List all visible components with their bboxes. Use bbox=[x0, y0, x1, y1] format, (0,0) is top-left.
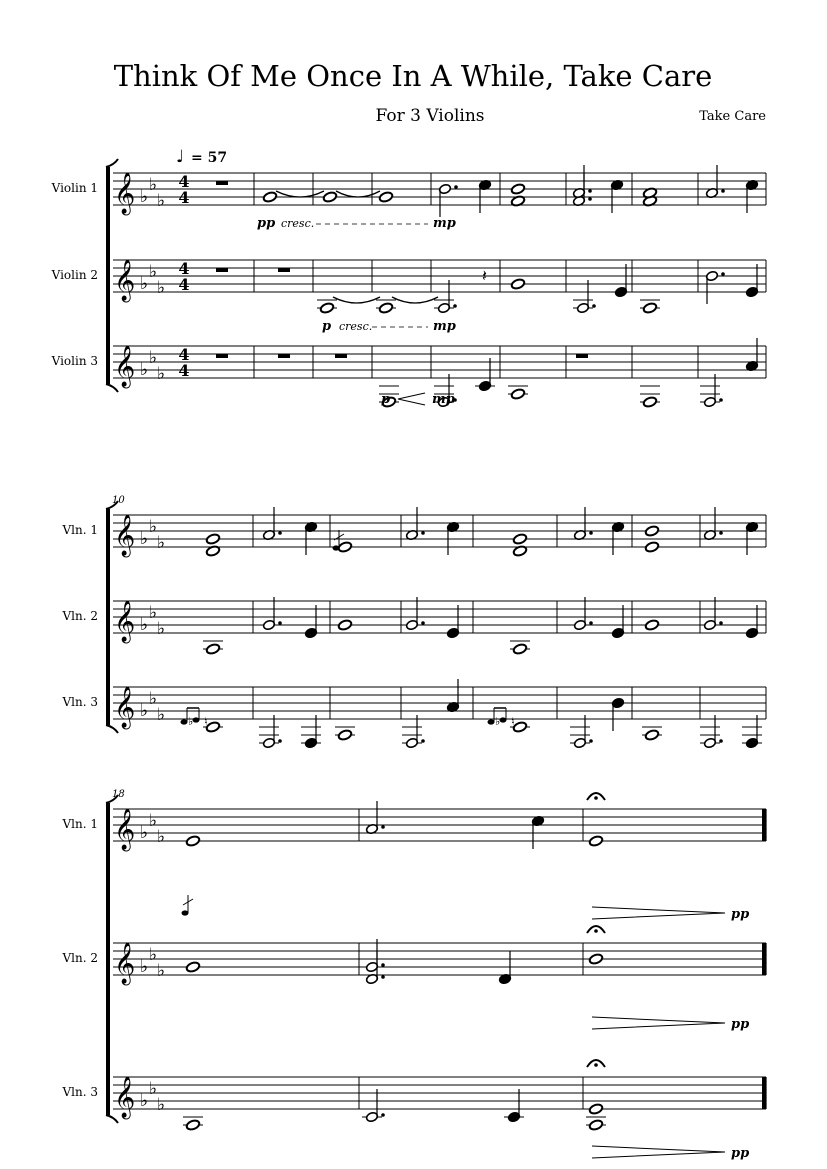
treble-clef-icon: 𝄞 bbox=[114, 687, 136, 728]
flat-icon: ♭ bbox=[157, 191, 166, 211]
augmentation-dot bbox=[381, 975, 385, 979]
system bbox=[62, 789, 767, 1131]
notehead bbox=[379, 191, 394, 203]
treble-clef-icon: 𝄞 bbox=[114, 943, 136, 984]
natural-icon: ♮ bbox=[204, 715, 208, 728]
augmentation-dot bbox=[588, 189, 592, 193]
whole-rest bbox=[216, 181, 228, 185]
augmentation-dot bbox=[453, 304, 457, 308]
grace-notehead bbox=[500, 717, 507, 722]
augmentation-dot bbox=[381, 963, 385, 967]
flat-icon: ♭ bbox=[188, 715, 194, 728]
augmentation-dot bbox=[588, 197, 592, 201]
system-bracket bbox=[106, 509, 110, 725]
augmentation-dot bbox=[421, 531, 425, 535]
time-sig-denominator: 4 bbox=[178, 275, 190, 294]
notehead bbox=[645, 541, 660, 553]
note bbox=[703, 507, 722, 541]
note bbox=[513, 533, 528, 545]
note bbox=[703, 597, 722, 631]
instrument-label: Vln. 3 bbox=[62, 695, 98, 709]
augmentation-dot bbox=[719, 398, 723, 402]
flat-icon: ♭ bbox=[149, 517, 158, 537]
note bbox=[186, 835, 201, 847]
notehead bbox=[589, 1103, 604, 1115]
treble-clef-icon: 𝄞 bbox=[114, 809, 136, 850]
note bbox=[186, 961, 201, 973]
augmentation-dot bbox=[381, 1113, 385, 1117]
notehead bbox=[589, 953, 604, 965]
note bbox=[745, 605, 758, 639]
note bbox=[508, 386, 528, 400]
staff bbox=[62, 679, 767, 749]
flat-icon: ♭ bbox=[157, 1095, 166, 1115]
score-subtitle: For 3 Violins bbox=[375, 106, 485, 126]
flat-icon: ♭ bbox=[149, 811, 158, 831]
time-sig-numerator: 4 bbox=[178, 259, 190, 278]
grace-notehead bbox=[181, 719, 188, 724]
dynamic-p: p bbox=[322, 319, 332, 334]
note bbox=[446, 679, 459, 713]
time-sig-denominator: 4 bbox=[178, 361, 190, 380]
note bbox=[610, 179, 623, 213]
final-barline bbox=[762, 943, 766, 975]
notehead bbox=[511, 183, 526, 195]
notehead bbox=[186, 961, 201, 973]
grace-notehead bbox=[193, 717, 200, 722]
staff bbox=[51, 165, 766, 217]
note bbox=[640, 386, 660, 408]
instrument-label: Vln. 2 bbox=[62, 951, 98, 965]
note bbox=[206, 533, 221, 545]
augmentation-dot bbox=[719, 531, 723, 535]
dynamic-pp: pp bbox=[731, 1017, 750, 1032]
flat-icon: ♭ bbox=[140, 1091, 149, 1111]
tie bbox=[336, 191, 380, 197]
tempo-marking bbox=[176, 147, 227, 167]
flat-icon: ♭ bbox=[157, 705, 166, 725]
note bbox=[335, 727, 355, 741]
note bbox=[510, 641, 530, 655]
notehead bbox=[513, 533, 528, 545]
note bbox=[611, 521, 624, 555]
augmentation-dot bbox=[421, 739, 425, 743]
flat-icon: ♭ bbox=[149, 1079, 158, 1099]
grace-notehead bbox=[182, 910, 189, 915]
notehead bbox=[513, 643, 528, 655]
staff bbox=[62, 1076, 767, 1131]
note bbox=[362, 1089, 385, 1123]
note bbox=[203, 641, 223, 655]
note bbox=[745, 179, 758, 213]
notehead bbox=[643, 302, 658, 314]
notehead bbox=[206, 533, 221, 545]
notehead bbox=[206, 643, 221, 655]
grace-notehead bbox=[333, 545, 340, 550]
staff bbox=[62, 801, 767, 851]
note bbox=[589, 1103, 604, 1115]
note bbox=[700, 374, 723, 408]
notehead bbox=[589, 835, 604, 847]
treble-clef-icon: 𝄞 bbox=[114, 515, 136, 556]
flat-icon: ♭ bbox=[140, 360, 149, 380]
treble-clef-icon: 𝄞 bbox=[114, 346, 136, 387]
note bbox=[323, 191, 338, 203]
augmentation-dot bbox=[421, 621, 425, 625]
flat-icon: ♭ bbox=[157, 533, 166, 553]
grace-notehead bbox=[488, 719, 495, 724]
instrument-label: Vln. 1 bbox=[62, 523, 98, 537]
note bbox=[645, 541, 660, 553]
tempo-value: = 57 bbox=[191, 150, 228, 166]
augmentation-dot bbox=[589, 531, 593, 535]
dynamic-p: p bbox=[381, 392, 391, 407]
flat-icon: ♭ bbox=[140, 529, 149, 549]
system-bracket bbox=[106, 803, 110, 1115]
whole-rest bbox=[278, 268, 290, 272]
note bbox=[376, 300, 396, 314]
crescendo-hairpin bbox=[398, 393, 425, 405]
staff bbox=[62, 507, 767, 557]
flat-icon: ♭ bbox=[157, 827, 166, 847]
notehead bbox=[338, 541, 353, 553]
note bbox=[446, 605, 459, 639]
note bbox=[645, 525, 660, 537]
system-bracket bbox=[106, 167, 110, 384]
notehead bbox=[186, 1119, 201, 1131]
note bbox=[402, 715, 425, 749]
augmentation-dot bbox=[719, 739, 723, 743]
dynamic-mp: mp bbox=[433, 216, 456, 231]
note bbox=[405, 507, 424, 541]
notehead bbox=[379, 302, 394, 314]
note bbox=[700, 715, 723, 749]
time-sig-denominator: 4 bbox=[178, 188, 190, 207]
note bbox=[304, 521, 317, 555]
note bbox=[745, 521, 758, 555]
augmentation-dot bbox=[278, 621, 282, 625]
augmentation-dot bbox=[381, 825, 385, 829]
note bbox=[589, 835, 604, 847]
dynamic-pp: pp bbox=[731, 907, 750, 922]
notehead bbox=[645, 619, 660, 631]
note bbox=[611, 697, 624, 731]
instrument-label: Violin 2 bbox=[51, 268, 98, 282]
note bbox=[365, 939, 384, 973]
flat-icon: ♭ bbox=[149, 945, 158, 965]
note bbox=[262, 507, 281, 541]
treble-clef-icon: 𝄞 bbox=[114, 1077, 136, 1118]
cresc-text: cresc. bbox=[339, 320, 373, 333]
music-systems bbox=[51, 159, 766, 1161]
staff bbox=[62, 597, 767, 655]
flat-icon: ♭ bbox=[140, 823, 149, 843]
diminuendo-hairpin bbox=[592, 1017, 725, 1029]
note bbox=[379, 191, 394, 203]
whole-rest bbox=[576, 354, 588, 358]
notehead bbox=[511, 388, 526, 400]
note bbox=[745, 264, 758, 298]
note bbox=[317, 300, 337, 314]
augmentation-dot bbox=[454, 185, 458, 189]
flat-icon: ♭ bbox=[140, 957, 149, 977]
flat-icon: ♭ bbox=[140, 274, 149, 294]
quarter-rest-icon: 𝄽 bbox=[482, 266, 487, 285]
augmentation-dot bbox=[278, 531, 282, 535]
note bbox=[645, 619, 660, 631]
instrument-label: Vln. 3 bbox=[62, 1085, 98, 1099]
augmentation-dot bbox=[721, 189, 725, 193]
note bbox=[573, 597, 592, 631]
notehead bbox=[323, 191, 338, 203]
staff bbox=[51, 338, 766, 408]
bracket-top-hook bbox=[106, 159, 118, 167]
instrument-label: Vln. 2 bbox=[62, 609, 98, 623]
note bbox=[573, 507, 592, 541]
note bbox=[614, 264, 627, 298]
fermata-dot bbox=[594, 796, 598, 800]
composer: Take Care bbox=[699, 109, 766, 124]
note bbox=[504, 1089, 524, 1123]
cresc-text: cresc. bbox=[281, 217, 315, 230]
note bbox=[304, 605, 317, 639]
measure-number: 18 bbox=[112, 789, 125, 800]
note bbox=[338, 541, 353, 553]
note bbox=[262, 597, 281, 631]
staff bbox=[51, 259, 766, 314]
note bbox=[301, 715, 321, 749]
flat-icon: ♭ bbox=[157, 364, 166, 384]
augmentation-dot bbox=[721, 272, 725, 276]
fermata-dot bbox=[594, 929, 598, 933]
notehead bbox=[645, 525, 660, 537]
system bbox=[62, 495, 767, 749]
note bbox=[405, 597, 424, 631]
note bbox=[705, 165, 724, 199]
whole-rest bbox=[216, 354, 228, 358]
notehead bbox=[338, 619, 353, 631]
note bbox=[498, 951, 511, 985]
flat-icon: ♭ bbox=[495, 715, 501, 728]
note bbox=[263, 191, 278, 203]
note bbox=[742, 715, 762, 749]
note bbox=[438, 183, 457, 217]
notehead bbox=[263, 191, 278, 203]
flat-icon: ♭ bbox=[149, 175, 158, 195]
notehead bbox=[186, 835, 201, 847]
notehead bbox=[338, 729, 353, 741]
note bbox=[446, 521, 459, 555]
diminuendo-hairpin bbox=[592, 907, 725, 919]
dynamic-mp: mp bbox=[433, 319, 456, 334]
note bbox=[611, 605, 624, 639]
fermata-dot bbox=[594, 1063, 598, 1067]
note bbox=[338, 619, 353, 631]
dynamic-pp: pp bbox=[257, 216, 276, 231]
note bbox=[531, 815, 544, 849]
score-title: Think Of Me Once In A While, Take Care bbox=[113, 59, 713, 93]
final-barline bbox=[762, 1077, 766, 1109]
augmentation-dot bbox=[592, 304, 596, 308]
note bbox=[745, 338, 758, 372]
augmentation-dot bbox=[589, 739, 593, 743]
augmentation-dot bbox=[278, 739, 282, 743]
dynamic-mp: mp bbox=[432, 392, 455, 407]
flat-icon: ♭ bbox=[149, 603, 158, 623]
note bbox=[572, 165, 591, 199]
flat-icon: ♭ bbox=[157, 278, 166, 298]
flat-icon: ♭ bbox=[140, 187, 149, 207]
notehead bbox=[511, 278, 526, 290]
notehead bbox=[645, 729, 660, 741]
note bbox=[573, 280, 596, 314]
flat-icon: ♭ bbox=[140, 615, 149, 635]
note bbox=[705, 270, 724, 304]
flat-icon: ♭ bbox=[149, 689, 158, 709]
treble-clef-icon: 𝄞 bbox=[114, 260, 136, 301]
flat-icon: ♭ bbox=[157, 619, 166, 639]
whole-rest bbox=[335, 354, 347, 358]
note bbox=[478, 179, 491, 213]
staff bbox=[62, 939, 767, 985]
instrument-label: Violin 3 bbox=[51, 354, 98, 368]
flat-icon: ♭ bbox=[149, 348, 158, 368]
system bbox=[51, 159, 766, 408]
flat-icon: ♭ bbox=[149, 262, 158, 282]
flat-icon: ♭ bbox=[140, 701, 149, 721]
final-barline bbox=[762, 809, 766, 841]
note bbox=[511, 183, 526, 195]
natural-icon: ♮ bbox=[511, 715, 515, 728]
tempo-note-icon: ♩ bbox=[176, 147, 185, 167]
notehead bbox=[589, 1119, 604, 1131]
measure-number: 10 bbox=[112, 495, 125, 506]
note bbox=[365, 801, 384, 835]
notehead bbox=[643, 396, 658, 408]
note bbox=[511, 278, 526, 290]
whole-rest bbox=[216, 268, 228, 272]
instrument-label: Violin 1 bbox=[51, 181, 98, 195]
tie bbox=[333, 297, 380, 303]
note bbox=[586, 1117, 606, 1131]
dynamic-pp: pp bbox=[731, 1146, 750, 1161]
note bbox=[183, 1117, 203, 1131]
flat-icon: ♭ bbox=[157, 961, 166, 981]
treble-clef-icon: 𝄞 bbox=[114, 601, 136, 642]
note bbox=[570, 715, 593, 749]
note bbox=[259, 715, 282, 749]
instrument-label: Vln. 1 bbox=[62, 817, 98, 831]
treble-clef-icon: 𝄞 bbox=[114, 173, 136, 214]
note bbox=[589, 953, 604, 965]
note bbox=[640, 300, 660, 314]
tie bbox=[276, 191, 324, 197]
notehead bbox=[320, 302, 335, 314]
augmentation-dot bbox=[719, 621, 723, 625]
augmentation-dot bbox=[589, 621, 593, 625]
note bbox=[475, 358, 495, 392]
time-sig-numerator: 4 bbox=[178, 345, 190, 364]
whole-rest bbox=[278, 354, 290, 358]
tie bbox=[392, 297, 438, 303]
diminuendo-hairpin bbox=[592, 1146, 725, 1158]
time-sig-numerator: 4 bbox=[178, 172, 190, 191]
note bbox=[642, 727, 662, 741]
